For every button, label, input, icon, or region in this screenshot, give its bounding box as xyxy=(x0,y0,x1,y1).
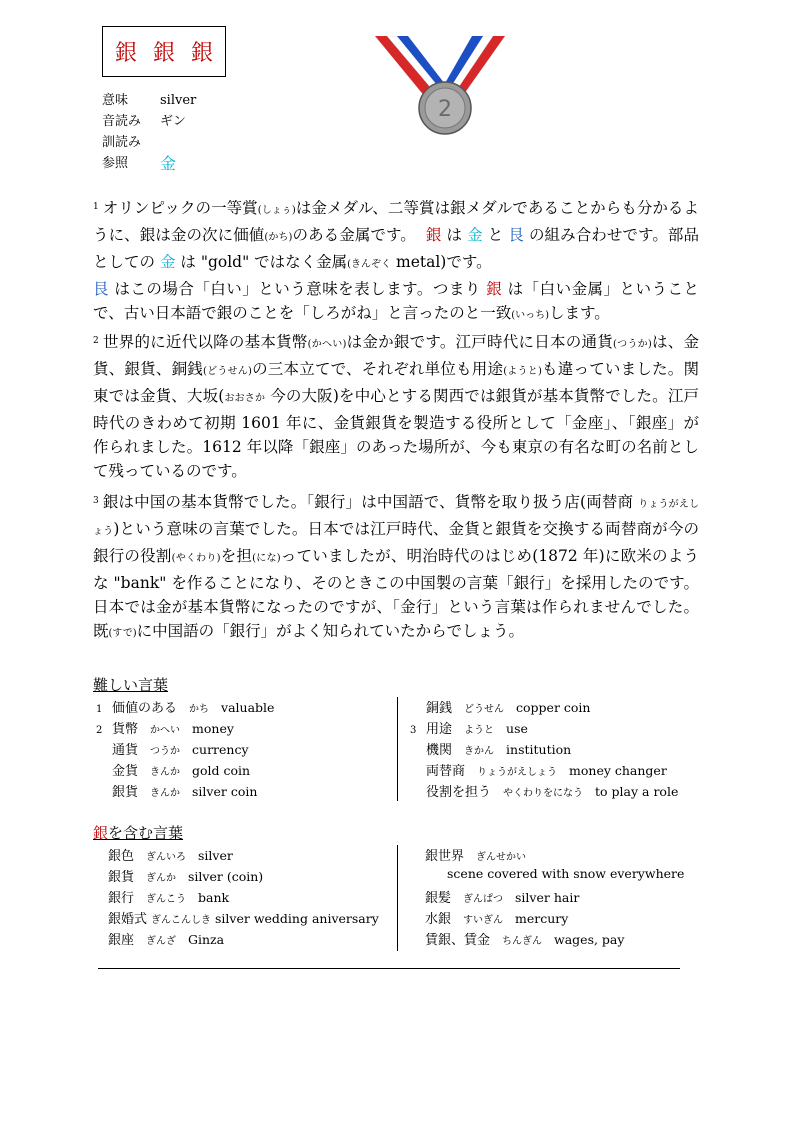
text: オリンピックの一等賞 xyxy=(102,199,258,217)
ruby: りょうがえしょう xyxy=(93,499,699,537)
text: 今の大阪)を中心とする関西では銀貨が基本貨幣でした。江戸時代のきわめて初期 1601 年に、金貨銀貨を製造する役所として「金座」、「銀座」が作られました。1612 年以降「銀座」のあった場所が、今も東京の有名な町の名前として残っているのです。 xyxy=(93,387,699,480)
kanji-glyph: 銀 xyxy=(152,41,175,66)
ruby: おおさか xyxy=(224,393,266,404)
info-key: 参照 xyxy=(102,156,129,171)
vocab-word: 役割を担う xyxy=(426,785,492,800)
text: metal)です。 xyxy=(396,253,492,271)
kanji-kin: 金 xyxy=(467,226,483,244)
kanji-kon: 艮 xyxy=(508,226,524,244)
vocab-english: use xyxy=(506,721,528,736)
vocab-row xyxy=(96,739,249,760)
info-row-meaning xyxy=(102,90,196,111)
vocab-reading: ぎんせかい xyxy=(476,852,527,863)
text: を担 xyxy=(220,547,253,565)
info-row-kun-reading xyxy=(102,132,196,153)
text: っていましたが、明治時代のはじめ(1872 年)に欧米のような "bank" を作ることになり、そのときこの中国製の言葉「銀行」を採用したのです。日本では金が基本貨幣になったのですが、「金行」という言葉は作られませんでした。既 xyxy=(93,547,699,640)
vocab-english: money xyxy=(192,721,234,736)
vocab-word: 銅銭 xyxy=(426,701,453,716)
vocab-reading: ぎんこんしき xyxy=(151,915,212,926)
text: は金か銀です。江戸時代に日本の通貨 xyxy=(346,333,613,351)
vocab-reading: ぎんざ xyxy=(146,936,177,947)
vocab-reading: きんか xyxy=(150,788,181,799)
vocab-row xyxy=(410,739,571,760)
footnote-mark: 3 xyxy=(410,725,417,736)
vocab-word: 銀貨 xyxy=(112,785,139,800)
vocab-row xyxy=(425,845,538,866)
vocab-english: gold coin xyxy=(192,763,251,778)
ruby: (かへい) xyxy=(307,339,347,350)
vocab-english: scene covered with snow everywhere xyxy=(447,866,685,881)
text: は xyxy=(446,226,463,244)
vocab-english: silver coin xyxy=(192,784,258,799)
text: と xyxy=(487,226,504,244)
vocab-word: 水銀 xyxy=(425,912,452,927)
vocab-reading: ちんぎん xyxy=(502,936,543,947)
vocab-row xyxy=(425,887,579,908)
vocab-row xyxy=(425,929,624,950)
vocab-word: 通貨 xyxy=(112,743,139,758)
bottom-rule xyxy=(98,968,680,969)
text: は、金貨、銀貨、銅銭 xyxy=(93,333,699,378)
text: 世界的に近代以降の基本貨幣 xyxy=(102,333,308,351)
ruby: (やくわり) xyxy=(171,553,221,564)
vocab-reading: きんか xyxy=(150,767,181,778)
vocab-row xyxy=(425,908,568,929)
vocab-word: 銀髪 xyxy=(425,891,452,906)
vocab-english: institution xyxy=(506,742,572,757)
kanji-info xyxy=(102,90,196,174)
vocab-english: silver xyxy=(198,848,233,863)
vocab-reading: ぎんこう xyxy=(146,894,187,905)
vocab-english: wages, pay xyxy=(554,932,625,947)
vocab-word: 価値のある xyxy=(112,701,178,716)
text: )という意味の言葉でした。日本では江戸時代、金貨と銀貨を交換する両替商が今の銀行の役割 xyxy=(93,520,700,565)
ruby: (にな) xyxy=(252,553,281,564)
vocab-english: silver hair xyxy=(515,890,580,905)
footnote-mark: 1 xyxy=(96,704,103,715)
vocab-row xyxy=(447,866,684,887)
vocab-row xyxy=(96,718,234,739)
vocab-english: silver wedding aniversary xyxy=(215,911,379,926)
text: 銀は中国の基本貨幣でした。「銀行」は中国語で、貨幣を取り扱う店(両替商 xyxy=(102,493,634,511)
ruby: (かち) xyxy=(264,232,293,243)
text: はこの場合「白い」という意味を表します。つまり xyxy=(114,280,481,298)
vocab-english: money changer xyxy=(569,763,667,778)
vocab-reading: すいぎん xyxy=(463,915,504,926)
info-key: 訓読み xyxy=(102,135,142,150)
vocab-reading: どうせん xyxy=(464,704,505,715)
vocab-row xyxy=(410,697,590,718)
kanji-gin: 銀 xyxy=(486,280,503,298)
vocab-reading: かち xyxy=(189,704,210,715)
vocab-english: Ginza xyxy=(188,932,225,947)
text: は「白い金属」ということで、古い日本語で銀のことを「しろがね」と言ったのと一致 xyxy=(93,280,699,322)
ruby: (すで) xyxy=(108,628,137,639)
kanji-gin: 銀 xyxy=(425,226,442,244)
vocab-word: 貨幣 xyxy=(112,722,139,737)
vocab-row xyxy=(108,866,263,887)
title-text: を含む言葉 xyxy=(108,824,184,842)
vocab-row xyxy=(410,718,528,739)
section-title-difficult-words: 難しい言葉 xyxy=(93,676,169,694)
vocab-word: 銀貨 xyxy=(108,870,135,885)
info-value: ギン xyxy=(160,114,186,129)
footnote-mark: 1 xyxy=(93,202,99,212)
kanji-title-box xyxy=(102,26,226,77)
vocab-row xyxy=(96,760,250,781)
vocab-english: valuable xyxy=(221,700,275,715)
title-kanji: 銀 xyxy=(93,824,109,842)
medal-number: 2 xyxy=(438,97,452,122)
vocab-row xyxy=(96,697,274,718)
column-divider xyxy=(397,697,398,801)
text: します。 xyxy=(549,304,610,322)
column-divider xyxy=(397,845,398,951)
vocab-word: 機関 xyxy=(426,743,453,758)
section-title-gin-words xyxy=(93,822,183,843)
info-row-reference xyxy=(102,153,196,174)
text: も違っていました。関東では金貨、大坂( xyxy=(93,360,699,405)
vocab-word: 銀座 xyxy=(108,933,135,948)
text: のある金属です。 xyxy=(292,226,416,244)
vocab-row xyxy=(410,781,678,802)
info-key: 音読み xyxy=(102,114,142,129)
vocab-row xyxy=(108,887,229,908)
vocab-word: 用途 xyxy=(426,722,453,737)
ruby: (どうせん) xyxy=(203,366,252,377)
vocab-word: 賃銀、賃金 xyxy=(425,933,491,948)
ruby: (つうか) xyxy=(612,339,652,350)
kanji-kon: 艮 xyxy=(93,280,109,298)
info-value: silver xyxy=(160,93,197,108)
text: に中国語の「銀行」がよく知られていたからでしょう。 xyxy=(136,622,524,640)
vocab-reading: かへい xyxy=(150,725,181,736)
paragraph-1 xyxy=(93,196,699,328)
vocab-english: bank xyxy=(198,890,230,905)
vocab-row xyxy=(108,845,233,866)
vocab-reading: きかん xyxy=(464,746,495,757)
vocab-word: 両替商 xyxy=(426,764,466,779)
kanji-glyph: 銀 xyxy=(114,41,137,66)
vocab-word: 銀行 xyxy=(108,891,135,906)
vocab-row xyxy=(96,781,257,802)
vocab-reading: やくわりをになう xyxy=(503,788,584,799)
vocab-english: to play a role xyxy=(595,784,679,799)
vocab-row xyxy=(108,929,224,950)
info-row-on-reading xyxy=(102,111,196,132)
ruby: (ようと) xyxy=(503,366,542,377)
info-value: 金 xyxy=(160,154,177,173)
vocab-word: 金貨 xyxy=(112,764,139,779)
kanji-glyph: 銀 xyxy=(191,41,214,66)
text: は金メダル、二等賞は銀メダルであることからも分かるように、銀は金の次に価値 xyxy=(93,199,699,244)
vocab-row xyxy=(410,760,667,781)
vocab-row xyxy=(108,908,379,929)
paragraph-3 xyxy=(93,490,699,646)
vocab-reading: ぎんいろ xyxy=(146,852,187,863)
footnote-mark: 2 xyxy=(93,336,99,346)
footnote-mark: 3 xyxy=(93,496,99,506)
ruby: (いっち) xyxy=(511,310,550,321)
vocab-english: currency xyxy=(192,742,249,757)
kanji-kin: 金 xyxy=(159,253,176,271)
silver-medal-icon xyxy=(370,36,520,138)
vocab-english: mercury xyxy=(515,911,569,926)
vocab-english: copper coin xyxy=(516,700,591,715)
text: は "gold" ではなく金属 xyxy=(180,253,348,271)
footnote-mark: 2 xyxy=(96,725,103,736)
vocab-reading: ぎんぱつ xyxy=(463,894,504,905)
text: の組み合わせです。部品としての xyxy=(93,226,699,271)
vocab-word: 銀婚式 xyxy=(108,912,148,927)
info-key: 意味 xyxy=(102,93,129,108)
vocab-word: 銀世界 xyxy=(425,849,465,864)
vocab-english: silver (coin) xyxy=(188,869,264,884)
ruby: (きんぞく xyxy=(347,259,392,270)
vocab-reading: ようと xyxy=(464,725,495,736)
vocab-word: 銀色 xyxy=(108,849,135,864)
text: の三本立てで、それぞれ単位も用途 xyxy=(251,360,504,378)
vocab-reading: つうか xyxy=(150,746,181,757)
vocab-reading: りょうがえしょう xyxy=(477,767,558,778)
ruby: (しょぅ) xyxy=(257,205,296,216)
vocab-reading: ぎんか xyxy=(146,873,177,884)
paragraph-2 xyxy=(93,330,699,483)
